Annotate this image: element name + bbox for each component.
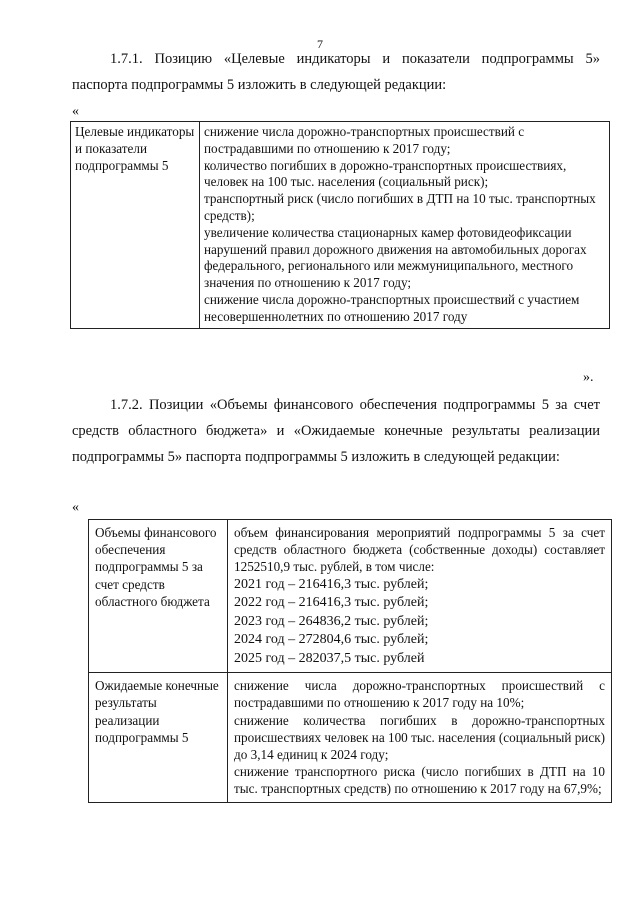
list-item: увеличение количества стационарных камер фотовидеофиксации нарушений правил дорожного движения на автомобильных дорогах федерального, регионального или межмуниципального, местного значения по отношению к 2017 году;	[204, 224, 587, 291]
year-item: 2023 год – 264836,2 тыс. рублей;	[234, 613, 429, 629]
indicators-values	[200, 122, 610, 329]
results-label: Ожидаемые конечные результаты реализации подпрограммы 5	[89, 673, 228, 802]
financing-table	[88, 519, 612, 803]
page-number: 7	[317, 37, 323, 51]
open-quote-2: «	[72, 500, 79, 515]
list-item: снижение числа дорожно-транспортных происшествий с пострадавшими по отношению к 2017 году;	[204, 124, 525, 156]
list-item: снижение числа дорожно-транспортных происшествий с пострадавшими по отношению к 2017 году на 10%;	[234, 678, 605, 711]
table-row	[89, 520, 612, 673]
section-1-heading: 1.7.1. Позицию «Целевые индикаторы и показатели подпрограммы 5» паспорта подпрограммы 5 изложить в следующей редакции:	[72, 51, 600, 93]
financing-label: Объемы финансового обеспечения подпрограммы 5 за счет средств областного бюджета	[89, 520, 228, 673]
indicators-label: Целевые индикаторы и показатели подпрограммы 5	[71, 122, 200, 329]
year-item: 2025 год – 282037,5 тыс. рублей	[234, 650, 425, 666]
list-item: транспортный риск (число погибших в ДТП на 10 тыс. транспортных средств);	[204, 191, 596, 223]
year-item: 2021 год – 216416,3 тыс. рублей;	[234, 576, 429, 592]
section-2-heading: 1.7.2. Позиции «Объемы финансового обеспечения подпрограммы 5 за счет средств областного бюджета» и «Ожидаемые конечные результаты реализации подпрограммы 5» паспорта подпрограммы 5 изложить в следующей редакции:	[72, 397, 600, 465]
financing-values	[228, 520, 612, 673]
year-item: 2022 год – 216416,3 тыс. рублей;	[234, 595, 429, 611]
list-item: количество погибших в дорожно-транспортных происшествиях, человек на 100 тыс. населения (социальный риск);	[204, 157, 567, 190]
list-item: снижение числа дорожно-транспортных происшествий с участием несовершеннолетних по отношению 2017 году	[204, 291, 580, 324]
financing-intro: объем финансирования мероприятий подпрограммы 5 за счет средств областного бюджета (собственные доходы) составляет 1252510,9 тыс. рублей, в том числе:	[234, 525, 605, 575]
year-item: 2024 год – 272804,6 тыс. рублей;	[234, 632, 429, 648]
results-values	[228, 673, 612, 802]
table-row	[89, 673, 612, 802]
table-row	[71, 122, 610, 329]
list-item: снижение транспортного риска (число погибших в ДТП на 10 тыс. транспортных средств) по отношению к 2017 году на 67,9%;	[234, 764, 605, 797]
close-quote-1: ».	[583, 370, 594, 385]
indicators-table	[70, 121, 610, 329]
open-quote-1: «	[72, 104, 79, 119]
list-item: снижение количества погибших в дорожно-транспортных происшествиях человек на 100 тыс. населения (социальный риск) до 3,14 единиц к 2024 году;	[234, 712, 605, 762]
